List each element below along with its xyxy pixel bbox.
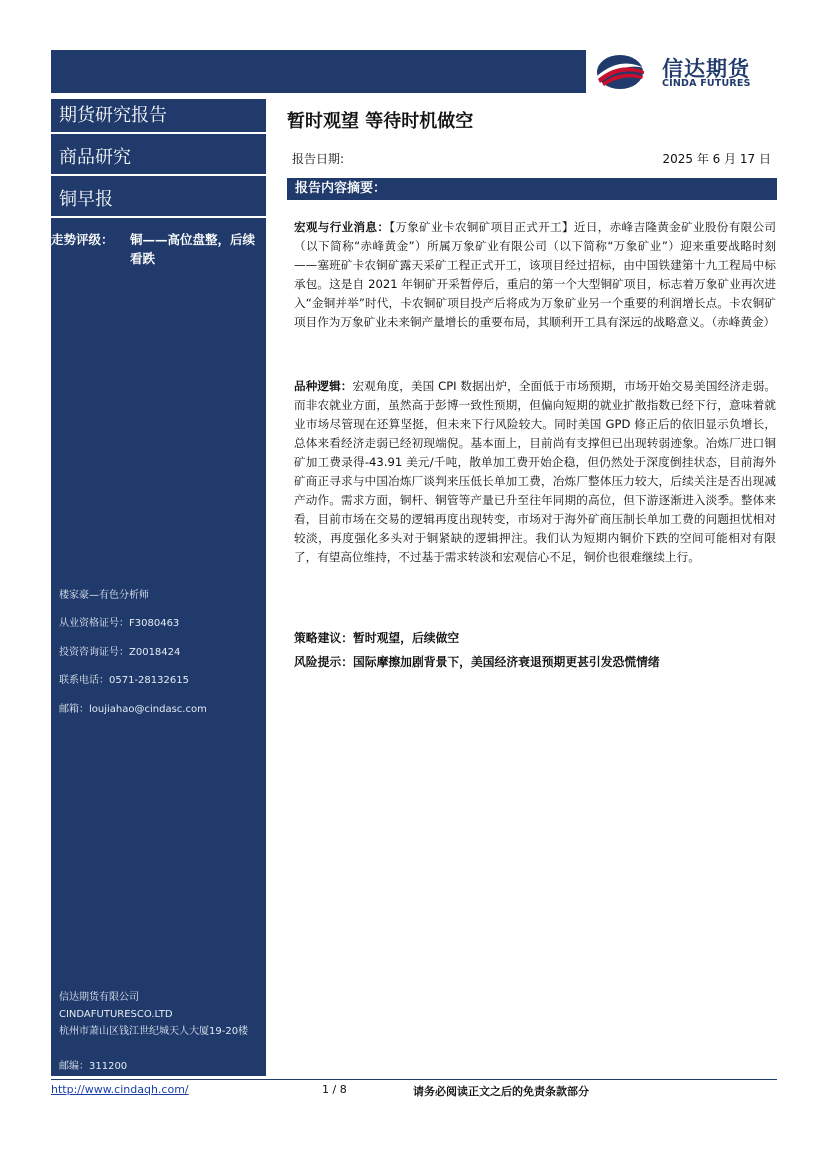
summary-heading: 报告内容摘要：: [287, 178, 777, 200]
rating-label: 走势评级：: [51, 232, 114, 247]
analyst-phone: 联系电话：0571-28132615: [59, 675, 189, 686]
rating-value: 铜——高位盘整，后续看跌: [130, 232, 256, 266]
report-date-value: 2025 年 6 月 17 日: [662, 152, 771, 166]
analyst-license: 从业资格证号：F3080463: [59, 618, 180, 629]
macro-lead: 宏观与行业消息：: [294, 220, 390, 234]
logic-lead: 品种逻辑：: [294, 379, 353, 393]
company-postcode: 邮编：311200: [59, 1061, 128, 1072]
tab-futures-research-report: 期货研究报告: [51, 99, 266, 134]
report-date-label: 报告日期:: [292, 152, 345, 166]
footer-disclaimer: 请务必阅读正文之后的免责条款部分: [413, 1085, 589, 1098]
page-number: 1 / 8: [322, 1083, 347, 1096]
macro-body: 【万象矿业卡农铜矿项目正式开工】近日，赤峰吉隆黄金矿业股份有限公司（以下简称“赤峰黄金”）所属万象矿业有限公司（以下简称“万象矿业”）迎来重要战略时刻——塞班矿卡农铜矿露天采矿工程正式开工，该项目经过招标，由中国铁建第十九工程局中标承包。这是自 2021 年铜矿开采暂停后，重启的第一个大型铜矿项目，标志着万象矿业再次进入“金铜并举”时代，卡农铜矿项目投产后将成为万象矿业另一个重要的利润增长点。卡农铜矿项目作为万象矿业未来铜产量增长的重要布局，其顺利开工具有深远的战略意义。（赤峰黄金）: [294, 220, 776, 330]
analyst-name: 楼家豪—有色分析师: [59, 590, 149, 601]
company-name-cn: 信达期货有限公司: [59, 992, 139, 1003]
logo-cn-text: 信达期货: [662, 57, 750, 81]
sidebar: [51, 99, 266, 1076]
analyst-email: 邮箱：loujiahao@cindasc.com: [59, 704, 207, 715]
macro-paragraph: [294, 218, 776, 332]
tab-copper-morning-report: 铜早报: [51, 183, 266, 218]
footer-divider: [51, 1079, 777, 1080]
logic-paragraph: [294, 377, 776, 567]
company-logo: [586, 50, 777, 93]
risk-warning: 风险提示：国际摩擦加剧背景下，美国经济衰退预期更甚引发恐慌情绪: [294, 655, 660, 669]
logo-en-text: CINDA FUTURES: [662, 78, 751, 89]
cinda-logo-icon: [594, 52, 646, 91]
tab-commodity-research: 商品研究: [51, 141, 266, 176]
strategy-advice: 策略建议：暂时观望，后续做空: [294, 631, 460, 645]
company-address: 杭州市萧山区钱江世纪城天人大厦19-20楼: [59, 1026, 249, 1037]
report-title: 暂时观望 等待时机做空: [287, 111, 474, 132]
logic-body: 宏观角度，美国 CPI 数据出炉，全面低于市场预期，市场开始交易美国经济走弱。而非农就业方面，虽然高于彭博一致性预期，但偏向短期的就业扩散指数已经下行，意味着就业市场尽管现在还算坚挺，但未来下行风险较大。同时美国 GPD 修正后的依旧显示负增长，总体来看经济走弱已经初现端倪。基本面上，目前尚有支撑但已出现转弱迹象。冶炼厂进口铜矿加工费录得-43.91 美元/千吨，散单加工费开始企稳，但仍然处于深度倒挂状态，目前海外矿商正寻求与中国冶炼厂谈判来压低长单加工费，冶炼厂整体压力较大，后续关注是否出现减产动作。需求方面，铜杆、铜管等产量已升至往年同期的高位，但下游逐渐进入淡季。整体来看，目前市场在交易的逻辑再度出现转变，市场对于海外矿商压制长单加工费的问题担忧相对较淡，再度强化多头对于铜紧缺的逻辑押注。我们认为短期内铜价下跌的空间可能相对有限了，有望高位维持，不过基于需求转淡和宏观信心不足，铜价也很难继续上行。: [294, 379, 776, 565]
analyst-consult-license: 投资咨询证号：Z0018424: [59, 647, 181, 658]
company-name-en: CINDAFUTURESCO.LTD: [59, 1009, 173, 1020]
website-link[interactable]: http://www.cindaqh.com/: [51, 1083, 189, 1096]
